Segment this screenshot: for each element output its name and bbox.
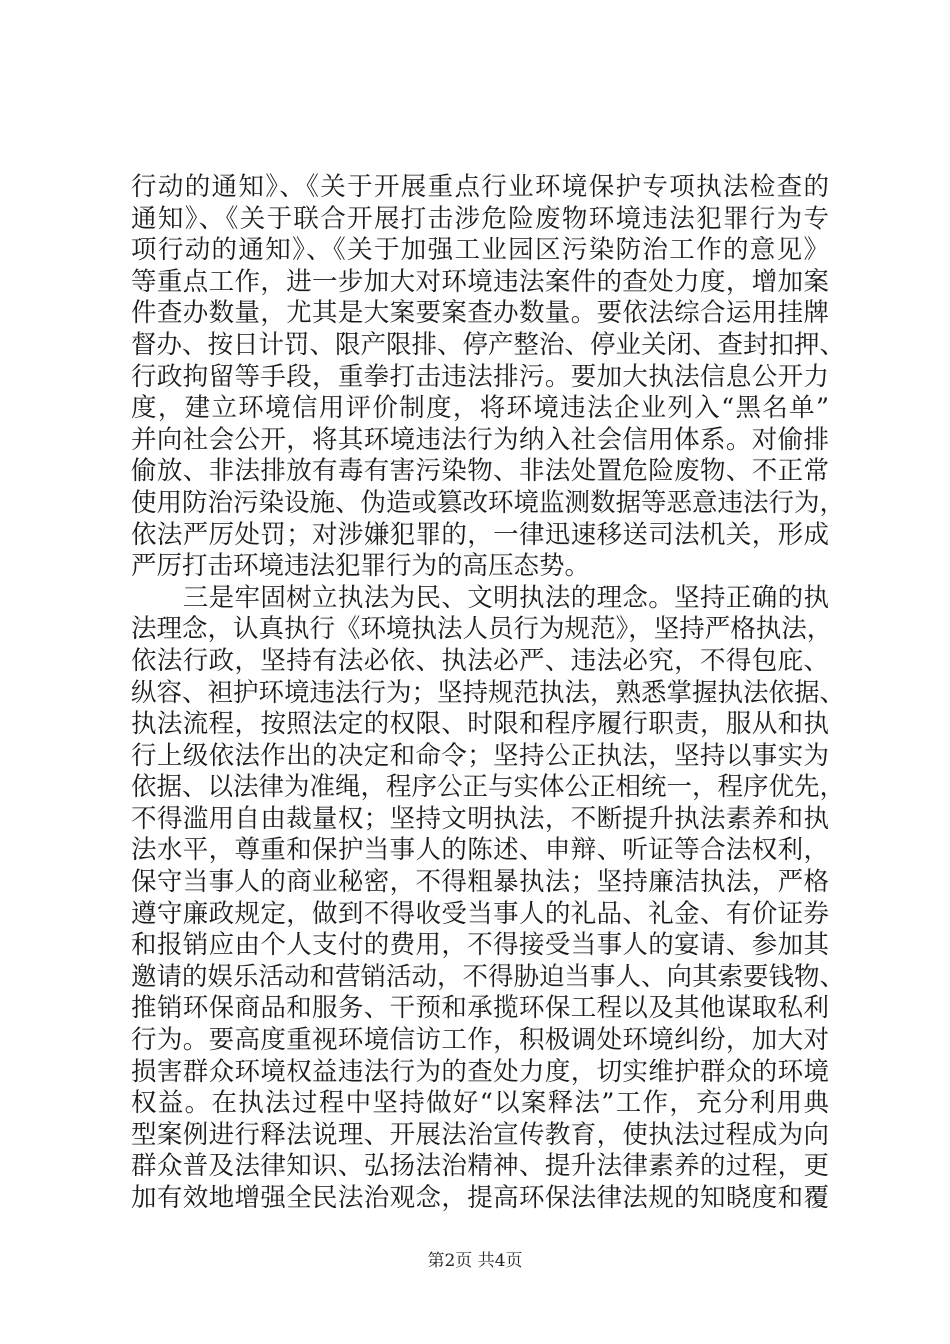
text-line: 依法严厉处罚；对涉嫌犯罪的，一律迅速移送司法机关，形成	[131, 519, 829, 550]
text-line: 邀请的娱乐活动和营销活动，不得胁迫当事人、向其索要钱物、	[131, 961, 846, 992]
text-line: 度，建立环境信用评价制度，将环境违法企业列入“黑名单”	[131, 393, 829, 424]
text-line: 三是牢固树立执法为民、文明执法的理念。坚持正确的执	[131, 582, 829, 613]
text-line: 群众普及法律知识、弘扬法治精神、提升法律素养的过程，更	[131, 1151, 829, 1182]
text-line: 法水平，尊重和保护当事人的陈述、申辩、听证等合法权利，	[131, 835, 829, 866]
text-line: 行动的通知》、《关于开展重点行业环境保护专项执法检查的	[131, 172, 829, 202]
text-line: 行为。要高度重视环境信访工作，积极调处环境纠纷，加大对	[131, 1025, 829, 1056]
text-line: 推销环保商品和服务、干预和承揽环保工程以及其他谋取私利	[131, 993, 829, 1024]
text-line: 件查办数量，尤其是大案要案查办数量。要依法综合运用挂牌	[131, 298, 829, 329]
page-number-footer: 第2页 共4页	[427, 1251, 523, 1271]
text-line: 项行动的通知》、《关于加强工业园区污染防治工作的意见》	[131, 235, 829, 266]
text-line: 权益。在执法过程中坚持做好“以案释法”工作，充分利用典	[131, 1088, 829, 1119]
text-line: 并向社会公开，将其环境违法行为纳入社会信用体系。对偷排	[131, 424, 829, 455]
text-line: 纵容、袒护环境违法行为；坚持规范执法，熟悉掌握执法依据、	[131, 677, 846, 708]
text-line: 依据、以法律为准绳，程序公正与实体公正相统一，程序优先，	[131, 772, 846, 803]
text-line: 督办、按日计罚、限产限排、停产整治、停业关闭、查封扣押、	[131, 329, 846, 360]
text-line: 执法流程，按照法定的权限、时限和程序履行职责，服从和执	[131, 709, 829, 740]
text-line: 不得滥用自由裁量权；坚持文明执法，不断提升执法素养和执	[131, 803, 829, 834]
text-line: 通知》、《关于联合开展打击涉危险废物环境违法犯罪行为专	[131, 203, 829, 234]
text-line: 遵守廉政规定，做到不得收受当事人的礼品、礼金、有价证券	[131, 898, 829, 929]
text-line: 行政拘留等手段，重拳打击违法排污。要加大执法信息公开力	[131, 361, 829, 392]
text-line: 行上级依法作出的决定和命令；坚持公正执法，坚持以事实为	[131, 740, 829, 771]
text-line: 型案例进行释法说理、开展法治宣传教育，使执法过程成为向	[131, 1119, 829, 1150]
text-line: 偷放、非法排放有毒有害污染物、非法处置危险废物、不正常	[131, 456, 829, 487]
text-line: 加有效地增强全民法治观念，提高环保法律法规的知晓度和覆	[131, 1183, 829, 1213]
text-line: 依法行政，坚持有法必依、执法必严、违法必究，不得包庇、	[131, 645, 829, 676]
text-line: 使用防治污染设施、伪造或篡改环境监测数据等恶意违法行为，	[131, 487, 846, 518]
text-line: 损害群众环境权益违法行为的查处力度，切实维护群众的环境	[131, 1056, 829, 1087]
text-line: 严厉打击环境违法犯罪行为的高压态势。	[131, 551, 591, 582]
text-line: 和报销应由个人支付的费用，不得接受当事人的宴请、参加其	[131, 930, 829, 961]
document-body	[131, 172, 846, 1215]
text-line: 等重点工作，进一步加大对环境违法案件的查处力度，增加案	[131, 266, 829, 297]
text-line: 法理念，认真执行《环境执法人员行为规范》，坚持严格执法，	[131, 614, 833, 645]
text-line: 保守当事人的商业秘密，不得粗暴执法；坚持廉洁执法，严格	[131, 867, 829, 898]
